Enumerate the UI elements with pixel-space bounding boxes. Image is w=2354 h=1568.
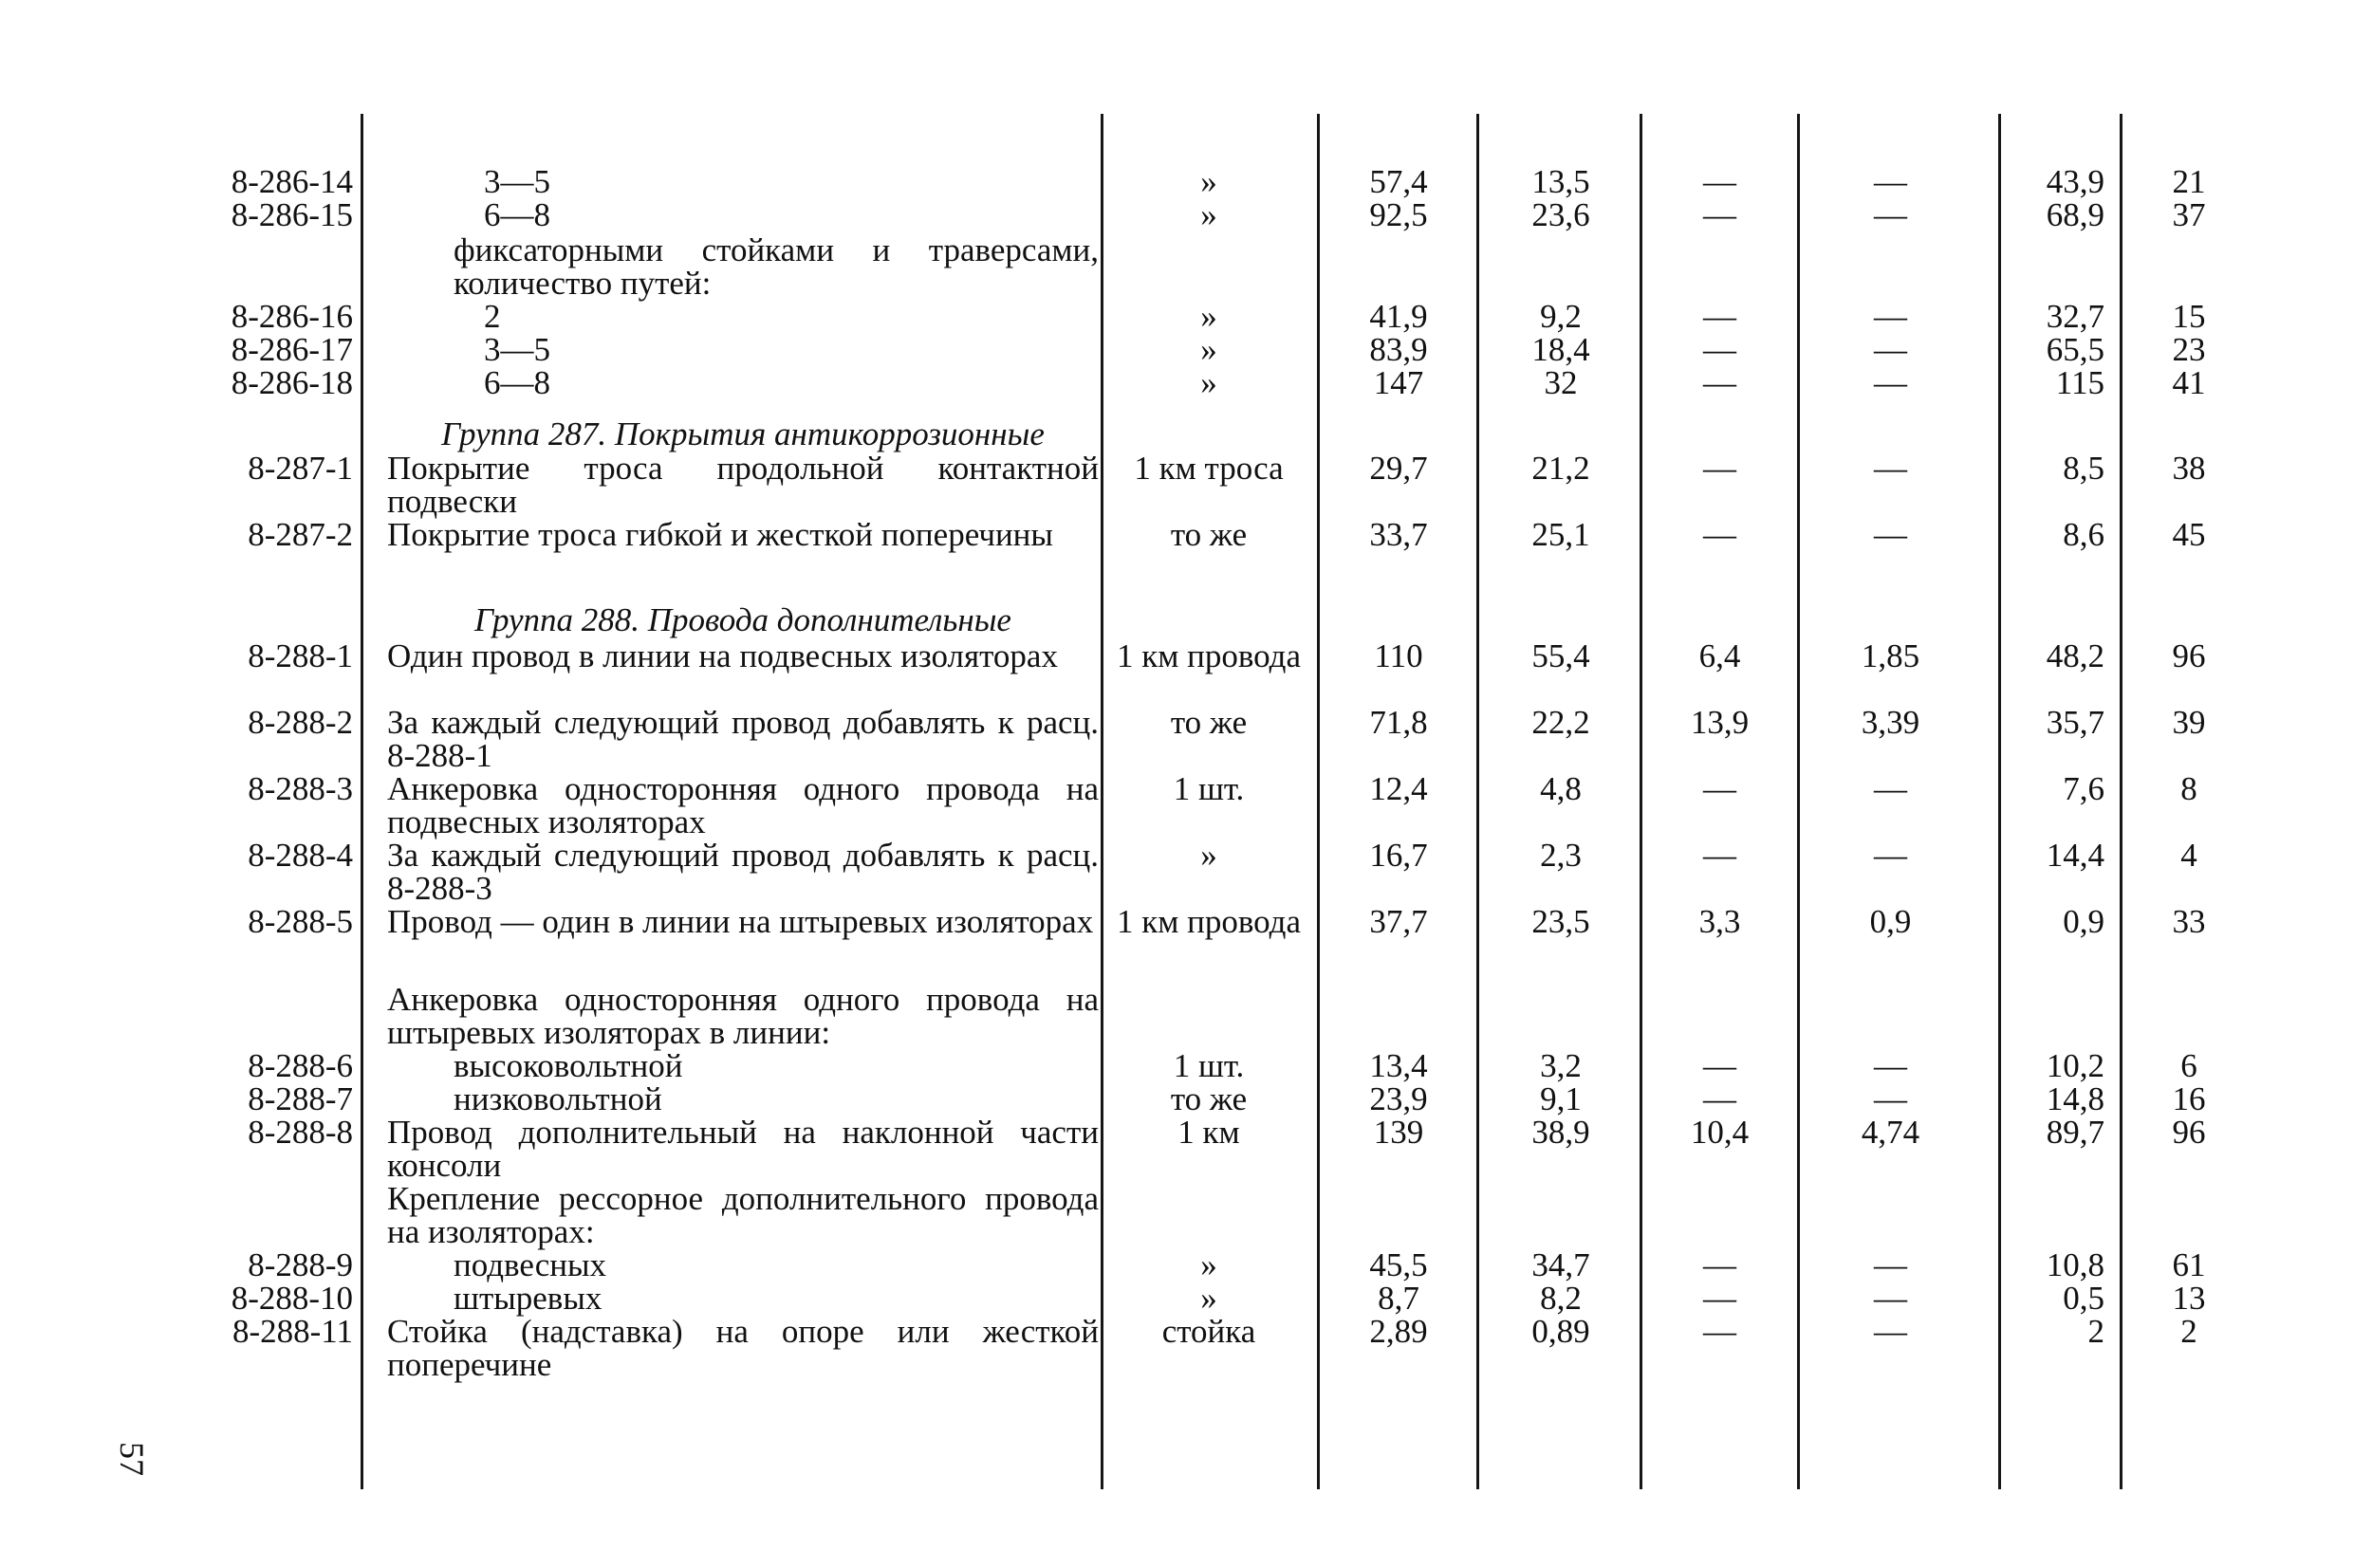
- value-col-1: 139: [1373, 1114, 1424, 1151]
- unit: 1 км: [1177, 1114, 1240, 1151]
- value-col-6: 41: [2172, 364, 2206, 401]
- column-rule: [1317, 114, 1320, 1489]
- work-name: Один провод в линии на подвесных изоляторах: [387, 637, 1058, 674]
- work-name: Анкеровка односторонняя одного провода на штыревых изоляторах в линии:: [387, 981, 1099, 1051]
- value-col-4: —: [1874, 163, 1907, 200]
- value-col-3: —: [1703, 516, 1736, 553]
- value-col-2: 9,1: [1540, 1080, 1582, 1117]
- value-col-2: 8,2: [1540, 1280, 1582, 1317]
- value-col-5: 8,6: [2063, 516, 2104, 553]
- value-col-2: 38,9: [1531, 1114, 1590, 1151]
- work-name: 6—8: [484, 196, 550, 233]
- value-col-2: 32: [1544, 364, 1578, 401]
- unit: »: [1200, 331, 1217, 368]
- value-col-4: —: [1874, 364, 1907, 401]
- value-col-4: —: [1874, 298, 1907, 335]
- value-col-1: 92,5: [1369, 196, 1428, 233]
- value-col-6: 15: [2172, 298, 2206, 335]
- rate-code: 8-286-18: [231, 364, 353, 401]
- value-col-5: 89,7: [2046, 1114, 2104, 1151]
- rate-code: 8-286-17: [231, 331, 353, 368]
- column-rule: [1998, 114, 2001, 1489]
- value-col-3: —: [1703, 196, 1736, 233]
- rate-code: 8-287-2: [248, 516, 353, 553]
- value-col-4: —: [1874, 770, 1907, 807]
- group-heading-287: Группа 287. Покрытия антикоррозионные: [441, 415, 1045, 452]
- value-col-5: 43,9: [2046, 163, 2104, 200]
- value-col-6: 61: [2172, 1246, 2206, 1283]
- value-col-4: 3,39: [1861, 704, 1920, 741]
- work-name: Провод дополнительный на наклонной части консоли: [387, 1114, 1099, 1184]
- value-col-4: —: [1874, 516, 1907, 553]
- work-name: 2: [484, 298, 501, 335]
- value-col-1: 71,8: [1369, 704, 1428, 741]
- rate-code: 8-288-2: [248, 704, 353, 741]
- value-col-1: 45,5: [1369, 1246, 1428, 1283]
- value-col-3: —: [1703, 1047, 1736, 1084]
- value-col-5: 68,9: [2046, 196, 2104, 233]
- rate-code: 8-288-5: [248, 903, 353, 940]
- value-col-6: 33: [2172, 903, 2206, 940]
- rate-code: 8-288-11: [232, 1313, 353, 1350]
- work-name: Покрытие троса продольной контактной подвески: [387, 450, 1099, 520]
- value-col-5: 14,4: [2046, 837, 2104, 874]
- value-col-1: 83,9: [1369, 331, 1428, 368]
- value-col-6: 96: [2172, 1114, 2206, 1151]
- value-col-5: 2: [2087, 1313, 2104, 1350]
- value-col-1: 33,7: [1369, 516, 1428, 553]
- work-name: За каждый следующий провод добавлять к расц. 8-288-3: [387, 837, 1099, 907]
- work-name: 3—5: [484, 331, 550, 368]
- value-col-1: 37,7: [1369, 903, 1428, 940]
- value-col-4: 1,85: [1861, 637, 1920, 674]
- value-col-6: 21: [2172, 163, 2206, 200]
- value-col-5: 7,6: [2063, 770, 2104, 807]
- value-col-6: 2: [2180, 1313, 2197, 1350]
- work-name: 6—8: [484, 364, 550, 401]
- value-col-2: 22,2: [1531, 704, 1590, 741]
- value-col-2: 23,5: [1531, 903, 1590, 940]
- unit: »: [1200, 163, 1217, 200]
- value-col-3: —: [1703, 1280, 1736, 1317]
- value-col-4: —: [1874, 331, 1907, 368]
- rate-code: 8-288-10: [231, 1280, 353, 1317]
- rate-code: 8-287-1: [248, 450, 353, 487]
- work-name: высоковольтной: [454, 1047, 683, 1084]
- value-col-5: 8,5: [2063, 450, 2104, 487]
- work-name: За каждый следующий провод добавлять к расц. 8-288-1: [387, 704, 1099, 774]
- value-col-3: —: [1703, 450, 1736, 487]
- value-col-4: —: [1874, 837, 1907, 874]
- value-col-6: 37: [2172, 196, 2206, 233]
- unit: то же: [1170, 704, 1248, 741]
- unit: то же: [1170, 516, 1248, 553]
- unit: стойка: [1161, 1313, 1256, 1350]
- unit: то же: [1170, 1080, 1248, 1117]
- rate-code: 8-288-8: [248, 1114, 353, 1151]
- value-col-6: 16: [2172, 1080, 2206, 1117]
- column-rule: [1640, 114, 1642, 1489]
- value-col-3: —: [1703, 837, 1736, 874]
- value-col-3: —: [1703, 1080, 1736, 1117]
- value-col-4: —: [1874, 1047, 1907, 1084]
- value-col-4: 4,74: [1861, 1114, 1920, 1151]
- work-name: штыревых: [454, 1280, 602, 1317]
- work-name: фиксаторными стойками и траверсами, количество путей:: [454, 231, 1099, 302]
- value-col-1: 29,7: [1369, 450, 1428, 487]
- unit: »: [1200, 1246, 1217, 1283]
- value-col-1: 41,9: [1369, 298, 1428, 335]
- unit: 1 км троса: [1134, 450, 1284, 487]
- column-rule: [2120, 114, 2122, 1489]
- page-number: 57: [113, 1442, 151, 1476]
- value-col-5: 0,9: [2063, 903, 2104, 940]
- value-col-1: 13,4: [1369, 1047, 1428, 1084]
- unit: »: [1200, 196, 1217, 233]
- value-col-3: —: [1703, 163, 1736, 200]
- unit: »: [1200, 298, 1217, 335]
- unit: 1 шт.: [1173, 1047, 1245, 1084]
- unit: »: [1200, 837, 1217, 874]
- value-col-3: 10,4: [1690, 1114, 1750, 1151]
- value-col-5: 10,2: [2046, 1047, 2104, 1084]
- work-name: 3—5: [484, 163, 550, 200]
- value-col-3: 13,9: [1690, 704, 1750, 741]
- value-col-6: 39: [2172, 704, 2206, 741]
- value-col-3: —: [1703, 298, 1736, 335]
- value-col-2: 9,2: [1540, 298, 1582, 335]
- value-col-3: 6,4: [1698, 637, 1741, 674]
- value-col-5: 32,7: [2046, 298, 2104, 335]
- value-col-1: 8,7: [1378, 1280, 1419, 1317]
- value-col-1: 57,4: [1369, 163, 1428, 200]
- value-col-1: 12,4: [1369, 770, 1428, 807]
- work-name: Покрытие троса гибкой и жесткой поперечины: [387, 516, 1053, 553]
- value-col-5: 35,7: [2046, 704, 2104, 741]
- value-col-1: 16,7: [1369, 837, 1428, 874]
- value-col-4: —: [1874, 196, 1907, 233]
- work-name: подвесных: [454, 1246, 607, 1283]
- value-col-5: 14,8: [2046, 1080, 2104, 1117]
- rate-code: 8-288-6: [248, 1047, 353, 1084]
- group-heading-288: Группа 288. Провода дополнительные: [474, 601, 1011, 638]
- rate-code: 8-288-7: [248, 1080, 353, 1117]
- unit: »: [1200, 364, 1217, 401]
- column-rule: [1797, 114, 1800, 1489]
- work-name: Стойка (надставка) на опоре или жесткой поперечине: [387, 1313, 1099, 1383]
- value-col-1: 110: [1374, 637, 1423, 674]
- value-col-3: —: [1703, 331, 1736, 368]
- value-col-2: 2,3: [1540, 837, 1582, 874]
- value-col-1: 23,9: [1369, 1080, 1428, 1117]
- value-col-6: 96: [2172, 637, 2206, 674]
- rate-code: 8-288-9: [248, 1246, 353, 1283]
- value-col-3: —: [1703, 1246, 1736, 1283]
- column-rule: [361, 114, 363, 1489]
- value-col-3: 3,3: [1698, 903, 1741, 940]
- value-col-4: —: [1874, 1313, 1907, 1350]
- rate-code: 8-288-3: [248, 770, 353, 807]
- value-col-6: 13: [2172, 1280, 2206, 1317]
- work-name: Анкеровка односторонняя одного провода на подвесных изоляторах: [387, 770, 1099, 840]
- value-col-6: 8: [2180, 770, 2197, 807]
- value-col-2: 21,2: [1531, 450, 1590, 487]
- value-col-6: 23: [2172, 331, 2206, 368]
- value-col-2: 0,89: [1531, 1313, 1590, 1350]
- value-col-1: 147: [1373, 364, 1424, 401]
- work-name: низковольтной: [454, 1080, 662, 1117]
- value-col-6: 38: [2172, 450, 2206, 487]
- value-col-2: 23,6: [1531, 196, 1590, 233]
- value-col-2: 18,4: [1531, 331, 1590, 368]
- value-col-2: 25,1: [1531, 516, 1590, 553]
- value-col-3: —: [1703, 770, 1736, 807]
- value-col-1: 2,89: [1369, 1313, 1428, 1350]
- value-col-5: 115: [2055, 364, 2104, 401]
- value-col-3: —: [1703, 1313, 1736, 1350]
- rate-code: 8-288-4: [248, 837, 353, 874]
- unit: 1 км провода: [1116, 903, 1301, 940]
- value-col-4: —: [1874, 1246, 1907, 1283]
- column-rule: [1476, 114, 1479, 1489]
- value-col-5: 48,2: [2046, 637, 2104, 674]
- unit: 1 шт.: [1173, 770, 1245, 807]
- rate-code: 8-286-15: [231, 196, 353, 233]
- value-col-4: —: [1874, 1080, 1907, 1117]
- value-col-3: —: [1703, 364, 1736, 401]
- rate-code: 8-286-14: [231, 163, 353, 200]
- value-col-4: —: [1874, 450, 1907, 487]
- value-col-6: 45: [2172, 516, 2206, 553]
- unit: 1 км провода: [1116, 637, 1301, 674]
- value-col-4: —: [1874, 1280, 1907, 1317]
- unit: »: [1200, 1280, 1217, 1317]
- work-name: Крепление рессорное дополнительного провода на изоляторах:: [387, 1180, 1099, 1250]
- value-col-2: 55,4: [1531, 637, 1590, 674]
- value-col-2: 13,5: [1531, 163, 1590, 200]
- rate-code: 8-286-16: [231, 298, 353, 335]
- value-col-5: 0,5: [2063, 1280, 2104, 1317]
- column-rule: [1101, 114, 1103, 1489]
- value-col-4: 0,9: [1869, 903, 1912, 940]
- value-col-2: 3,2: [1540, 1047, 1582, 1084]
- work-name: Провод — один в линии на штыревых изоляторах: [387, 903, 1094, 940]
- value-col-5: 65,5: [2046, 331, 2104, 368]
- rate-code: 8-288-1: [248, 637, 353, 674]
- value-col-6: 6: [2180, 1047, 2197, 1084]
- value-col-5: 10,8: [2046, 1246, 2104, 1283]
- value-col-2: 34,7: [1531, 1246, 1590, 1283]
- value-col-6: 4: [2180, 837, 2197, 874]
- value-col-2: 4,8: [1540, 770, 1582, 807]
